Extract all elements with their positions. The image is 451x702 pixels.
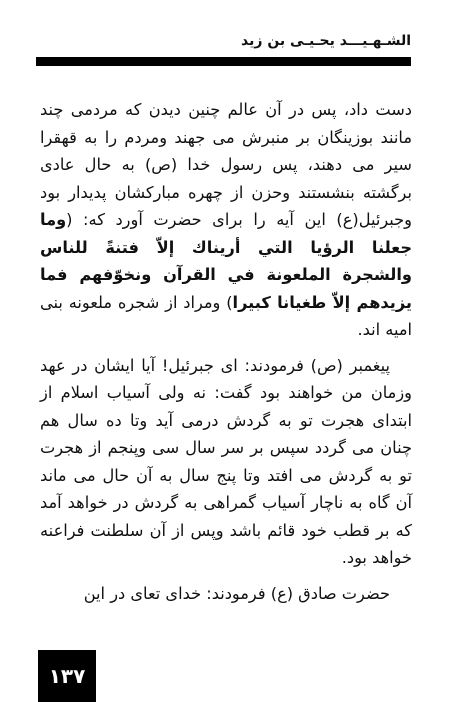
header-rule: [36, 57, 411, 66]
paragraph-1-text: دست داد، پس در آن عالم چنین دیدن که مردمی چند مانند بوزینگان بر منبرش می جهند ومردم را به قهقرا سیر می دهند، پس رسول خدا (ص) به حال عادی برگشته بنشستند وحزن از چهره مبارکشان پدیدار بود وجبرئیل(ع) این آیه را برای حضرت آورد که: (: [40, 100, 412, 229]
paragraph-2: پیغمبر (ص) فرمودند: ای جبرئیل! آیا ایشان در عهد وزمان من خواهند بود گفت: نه ولی آسیاب اسلام از ابتدای هجرت تو به گردش درمی آید وتا ده سال هم چنان می گردد سپس بر سر سال سی وپنجم از هجرت تو به گردش می افتد وتا پنج سال به آن حال می ماند آن گاه به ناچار آسیاب گمراهی به گردش در خواهد آمد که بر قطب خود قائم باشد وپس از آن سلطنت فراعنه خواهد بود.: [40, 355, 412, 567]
paragraph-3: حضرت صادق (ع) فرمودند: خدای تعای در این: [83, 583, 390, 603]
paragraph-1-end: ) ومراد از شجره ملعونه بنی امیه اند.: [40, 292, 412, 339]
page-number: ۱۳۷: [48, 664, 86, 688]
page-body: [40, 96, 412, 615]
quran-verse: وما جعلنا الرؤيا التي أريناك إلاّ فتنةً للناس والشجرة الملعونة في القرآن ونخوّفهم فما يزيدهم إلاّ طغيانا كبيرا: [40, 210, 412, 312]
running-head-title: الشـهـيـــد يحـيـى بن زيد: [241, 33, 411, 49]
paragraph-1: [40, 96, 412, 344]
